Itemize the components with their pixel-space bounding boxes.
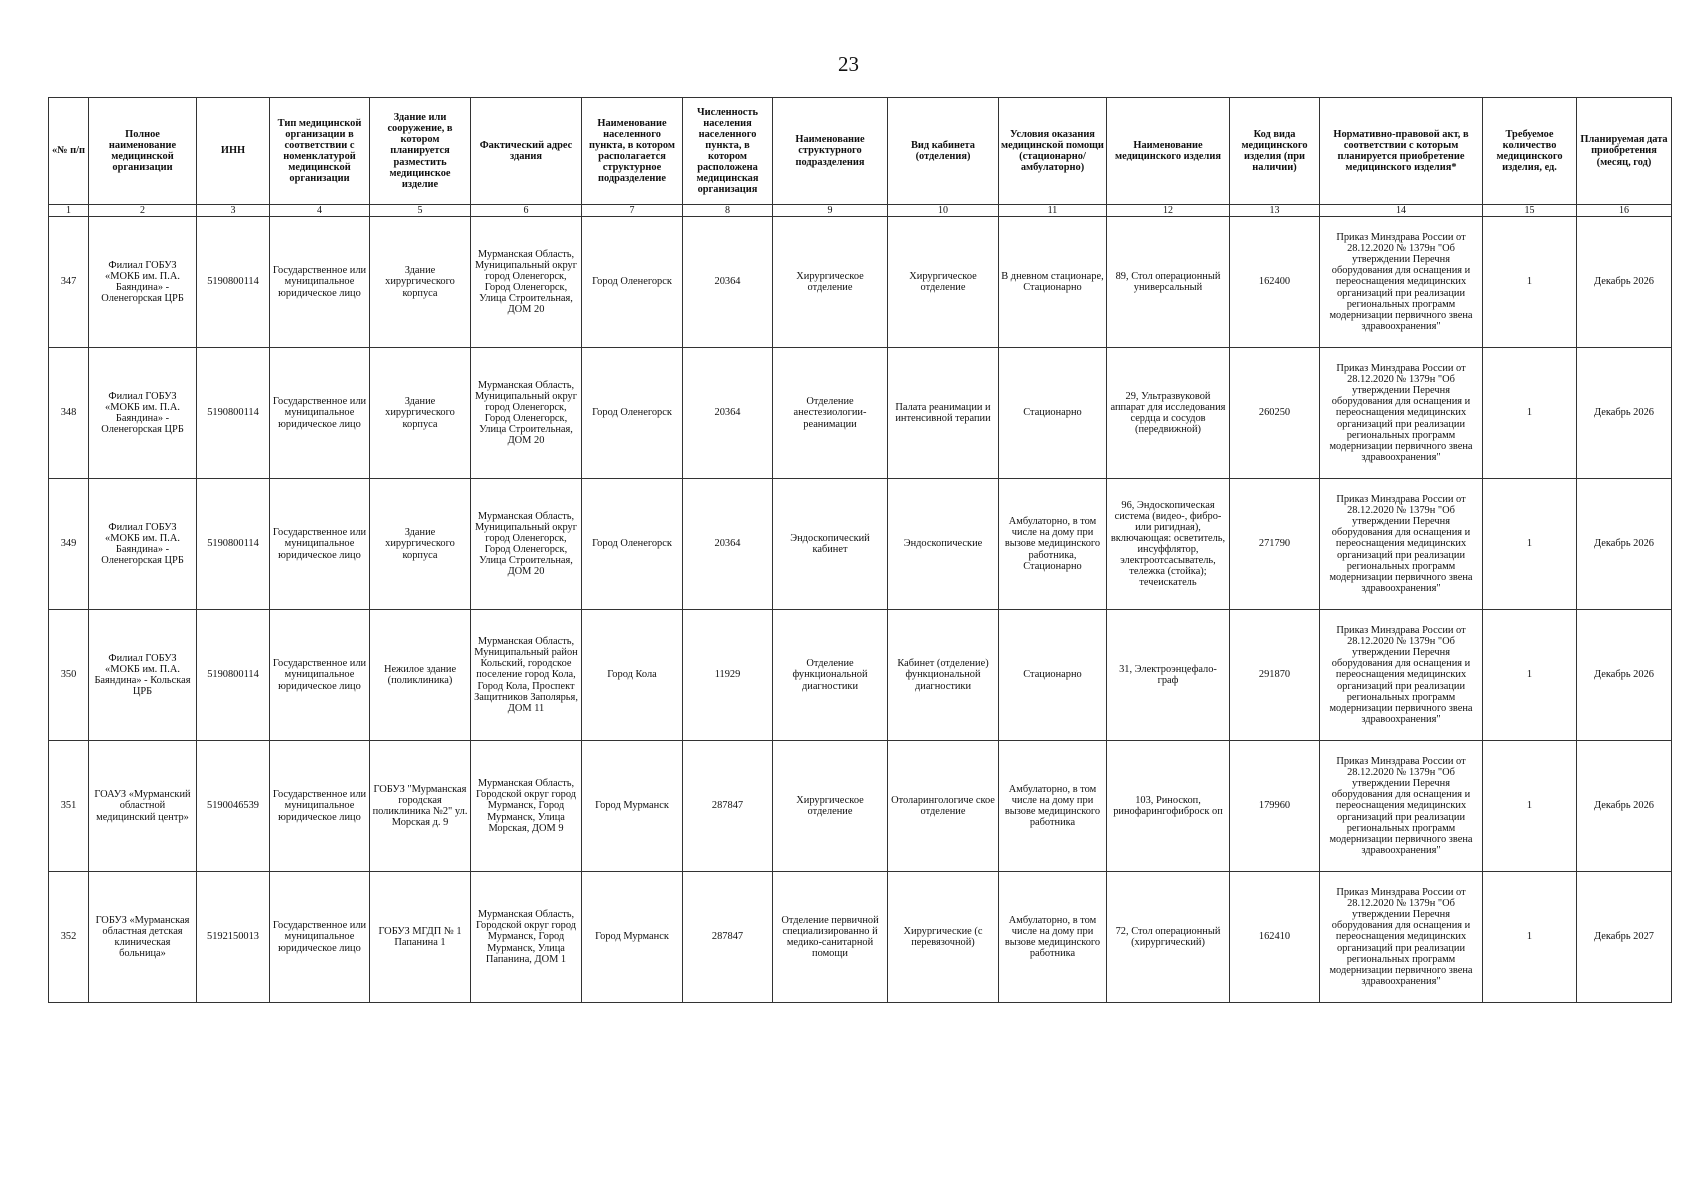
table-cell: 287847	[683, 741, 773, 872]
column-number: 15	[1483, 205, 1577, 217]
table-cell: Город Мурманск	[582, 872, 683, 1003]
table-cell: 20364	[683, 217, 773, 348]
table-row	[49, 479, 1672, 610]
col-header-room-type: Вид кабинета (отделения)	[888, 98, 999, 205]
table-cell: Хирургическое отделение	[773, 741, 888, 872]
column-number: 5	[370, 205, 471, 217]
col-header-legal-act: Нормативно-правовой акт, в соответствии с которым планируется приобретение медицинского изделия*	[1320, 98, 1483, 205]
table-cell: Стационарно	[999, 348, 1107, 479]
col-header-inn: ИНН	[197, 98, 270, 205]
table-cell: 103, Риноскоп, ринофарингофиброск оп	[1107, 741, 1230, 872]
table-cell: Декабрь 2027	[1577, 872, 1672, 1003]
column-number: 8	[683, 205, 773, 217]
table-cell: Здание хирургического корпуса	[370, 217, 471, 348]
table-cell: Декабрь 2026	[1577, 217, 1672, 348]
table-cell: Хирургическое отделение	[888, 217, 999, 348]
header-row	[49, 98, 1672, 205]
table-cell: 162410	[1230, 872, 1320, 1003]
column-number: 10	[888, 205, 999, 217]
table-cell: Декабрь 2026	[1577, 610, 1672, 741]
table-row	[49, 741, 1672, 872]
col-header-device-code: Код вида медицинского изделия (при наличии)	[1230, 98, 1320, 205]
table-cell: ГОБУЗ «Мурманская областная детская клиническая больница»	[89, 872, 197, 1003]
column-number: 4	[270, 205, 370, 217]
table-cell: 29, Ультразвуковой аппарат для исследования сердца и сосудов (передвижной)	[1107, 348, 1230, 479]
table-row	[49, 217, 1672, 348]
table-cell: 287847	[683, 872, 773, 1003]
table-cell: Государственное или муниципальное юридическое лицо	[270, 217, 370, 348]
col-header-org-type: Тип медицинской организации в соответствии с номенклатурой медицинской организации	[270, 98, 370, 205]
table-cell: 1	[1483, 217, 1577, 348]
col-header-index: «№ п/п	[49, 98, 89, 205]
table-cell: Приказ Минздрава России от 28.12.2020 № 1379н "Об утверждении Перечня оборудования для оснащения и переоснащения медицинских организаций при реализации региональных программ модернизации первичного звена здравоохранения"	[1320, 741, 1483, 872]
table-cell: 1	[1483, 348, 1577, 479]
table-cell: 89, Стол операционный универсальный	[1107, 217, 1230, 348]
table-cell: Амбулаторно, в том числе на дому при вызове медицинского работника	[999, 872, 1107, 1003]
table-cell: Амбулаторно, в том числе на дому при вызове медицинского работника	[999, 741, 1107, 872]
equipment-table	[48, 97, 1672, 1003]
table-cell: 291870	[1230, 610, 1320, 741]
col-header-org-name: Полное наименование медицинской организации	[89, 98, 197, 205]
column-number: 9	[773, 205, 888, 217]
table-cell: Город Мурманск	[582, 741, 683, 872]
table-cell: 96, Эндоскопическая система (видео-, фибро- или ригидная), включающая: осветитель, инсуффлятор, электроотсасыватель, тележка (стойка); течеискатель	[1107, 479, 1230, 610]
column-number: 12	[1107, 205, 1230, 217]
col-header-population: Численность населения населенного пункта, в котором расположена медицинская организация	[683, 98, 773, 205]
table-cell: Хирургическое отделение	[773, 217, 888, 348]
table-cell: Приказ Минздрава России от 28.12.2020 № 1379н "Об утверждении Перечня оборудования для оснащения и переоснащения медицинских организаций при реализации региональных программ модернизации первичного звена здравоохранения"	[1320, 872, 1483, 1003]
table-cell: Приказ Минздрава России от 28.12.2020 № 1379н "Об утверждении Перечня оборудования для оснащения и переоснащения медицинских организаций при реализации региональных программ модернизации первичного звена здравоохранения"	[1320, 348, 1483, 479]
table-cell: 260250	[1230, 348, 1320, 479]
table-cell: Город Кола	[582, 610, 683, 741]
page-number: 23	[838, 52, 859, 76]
table-cell: Декабрь 2026	[1577, 348, 1672, 479]
col-header-building: Здание или сооружение, в котором планируется разместить медицинское изделие	[370, 98, 471, 205]
table-row	[49, 610, 1672, 741]
table-cell: 348	[49, 348, 89, 479]
column-number: 14	[1320, 205, 1483, 217]
table-cell: Государственное или муниципальное юридическое лицо	[270, 479, 370, 610]
table-cell: Здание хирургического корпуса	[370, 479, 471, 610]
table-cell: Мурманская Область, Городской округ город Мурманск, Город Мурманск, Улица Морская, ДОМ 9	[471, 741, 582, 872]
table-cell: Хирургические (с перевязочной)	[888, 872, 999, 1003]
table-cell: 5192150013	[197, 872, 270, 1003]
table-cell: 5190800114	[197, 348, 270, 479]
table-cell: Город Оленегорск	[582, 348, 683, 479]
table-body	[49, 217, 1672, 1003]
table-cell: 5190046539	[197, 741, 270, 872]
table-cell: 1	[1483, 610, 1577, 741]
table-cell: Отделение первичной специализированно й медико-санитарной помощи	[773, 872, 888, 1003]
table-cell: Мурманская Область, Муниципальный округ город Оленегорск, Город Оленегорск, Улица Строительная, ДОМ 20	[471, 348, 582, 479]
table-cell: ГОБУЗ "Мурманская городская поликлиника №2" ул. Морская д. 9	[370, 741, 471, 872]
table-cell: 1	[1483, 479, 1577, 610]
table-cell: Приказ Минздрава России от 28.12.2020 № 1379н "Об утверждении Перечня оборудования для оснащения и переоснащения медицинских организаций при реализации региональных программ модернизации первичного звена здравоохранения"	[1320, 610, 1483, 741]
col-header-care-conditions: Условия оказания медицинской помощи (стационарно/ амбулаторно)	[999, 98, 1107, 205]
table-cell: 350	[49, 610, 89, 741]
table-cell: Филиал ГОБУЗ «МОКБ им. П.А. Баяндина» - Кольская ЦРБ	[89, 610, 197, 741]
column-number: 1	[49, 205, 89, 217]
table-cell: Амбулаторно, в том числе на дому при вызове медицинского работника, Стационарно	[999, 479, 1107, 610]
col-header-date: Планируемая дата приобретения (месяц, год)	[1577, 98, 1672, 205]
table-cell: Мурманская Область, Муниципальный район Кольский, городское поселение город Кола, Город Кола, Проспект Защитников Заполярья, ДОМ 11	[471, 610, 582, 741]
table-cell: Государственное или муниципальное юридическое лицо	[270, 610, 370, 741]
table-cell: 5190800114	[197, 479, 270, 610]
column-number: 7	[582, 205, 683, 217]
table-cell: Палата реанимации и интенсивной терапии	[888, 348, 999, 479]
table-cell: Нежилое здание (поликлиника)	[370, 610, 471, 741]
table-cell: Приказ Минздрава России от 28.12.2020 № 1379н "Об утверждении Перечня оборудования для оснащения и переоснащения медицинских организаций при реализации региональных программ модернизации первичного звена здравоохранения"	[1320, 217, 1483, 348]
col-header-quantity: Требуемое количество медицинского изделия, ед.	[1483, 98, 1577, 205]
table-cell: Отоларингологиче ское отделение	[888, 741, 999, 872]
table-cell: Мурманская Область, Городской округ город Мурманск, Город Мурманск, Улица Папанина, ДОМ 1	[471, 872, 582, 1003]
table-cell: 271790	[1230, 479, 1320, 610]
col-header-address: Фактический адрес здания	[471, 98, 582, 205]
table-cell: 31, Электроэнцефало-граф	[1107, 610, 1230, 741]
table-cell: 1	[1483, 872, 1577, 1003]
table-cell: Филиал ГОБУЗ «МОКБ им. П.А. Баяндина» - Оленегорская ЦРБ	[89, 479, 197, 610]
table-cell: 72, Стол операционный (хирургический)	[1107, 872, 1230, 1003]
table-cell: Мурманская Область, Муниципальный округ город Оленегорск, Город Оленегорск, Улица Строительная, ДОМ 20	[471, 217, 582, 348]
table-row	[49, 348, 1672, 479]
table-cell: Государственное или муниципальное юридическое лицо	[270, 872, 370, 1003]
table-cell: Мурманская Область, Муниципальный округ город Оленегорск, Город Оленегорск, Улица Строительная, ДОМ 20	[471, 479, 582, 610]
table-cell: Город Оленегорск	[582, 217, 683, 348]
table-cell: 349	[49, 479, 89, 610]
table-cell: Государственное или муниципальное юридическое лицо	[270, 348, 370, 479]
col-header-locality: Наименование населенного пункта, в котором располагается структурное подразделение	[582, 98, 683, 205]
table-cell: В дневном стационаре, Стационарно	[999, 217, 1107, 348]
table-cell: Эндоскопические	[888, 479, 999, 610]
table-cell: 162400	[1230, 217, 1320, 348]
table-cell: Город Оленегорск	[582, 479, 683, 610]
table-cell: Декабрь 2026	[1577, 479, 1672, 610]
column-number: 13	[1230, 205, 1320, 217]
col-header-subdivision: Наименование структурного подразделения	[773, 98, 888, 205]
table-cell: 347	[49, 217, 89, 348]
column-number-row	[49, 205, 1672, 217]
column-number: 3	[197, 205, 270, 217]
table-cell: 5190800114	[197, 217, 270, 348]
table-cell: 20364	[683, 348, 773, 479]
col-header-device-name: Наименование медицинского изделия	[1107, 98, 1230, 205]
table-cell: Эндоскопический кабинет	[773, 479, 888, 610]
table-cell: Приказ Минздрава России от 28.12.2020 № 1379н "Об утверждении Перечня оборудования для оснащения и переоснащения медицинских организаций при реализации региональных программ модернизации первичного звена здравоохранения"	[1320, 479, 1483, 610]
table-cell: Филиал ГОБУЗ «МОКБ им. П.А. Баяндина» - Оленегорская ЦРБ	[89, 348, 197, 479]
table-row	[49, 872, 1672, 1003]
table-cell: Государственное или муниципальное юридическое лицо	[270, 741, 370, 872]
table-cell: Декабрь 2026	[1577, 741, 1672, 872]
column-number: 2	[89, 205, 197, 217]
table-cell: 1	[1483, 741, 1577, 872]
column-number: 16	[1577, 205, 1672, 217]
table-cell: ГОБУЗ МГДП № 1 Папанина 1	[370, 872, 471, 1003]
table-cell: Кабинет (отделение) функциональной диагностики	[888, 610, 999, 741]
table-cell: 351	[49, 741, 89, 872]
column-number: 6	[471, 205, 582, 217]
table-cell: Стационарно	[999, 610, 1107, 741]
table-cell: Отделение функциональной диагностики	[773, 610, 888, 741]
table-cell: Филиал ГОБУЗ «МОКБ им. П.А. Баяндина» - Оленегорская ЦРБ	[89, 217, 197, 348]
table-cell: 352	[49, 872, 89, 1003]
table-cell: 5190800114	[197, 610, 270, 741]
table-cell: Отделение анестезиологии-реанимации	[773, 348, 888, 479]
table-cell: Здание хирургического корпуса	[370, 348, 471, 479]
table-cell: ГОАУЗ «Мурманский областной медицинский центр»	[89, 741, 197, 872]
table-cell: 20364	[683, 479, 773, 610]
column-number: 11	[999, 205, 1107, 217]
table-cell: 179960	[1230, 741, 1320, 872]
table-cell: 11929	[683, 610, 773, 741]
